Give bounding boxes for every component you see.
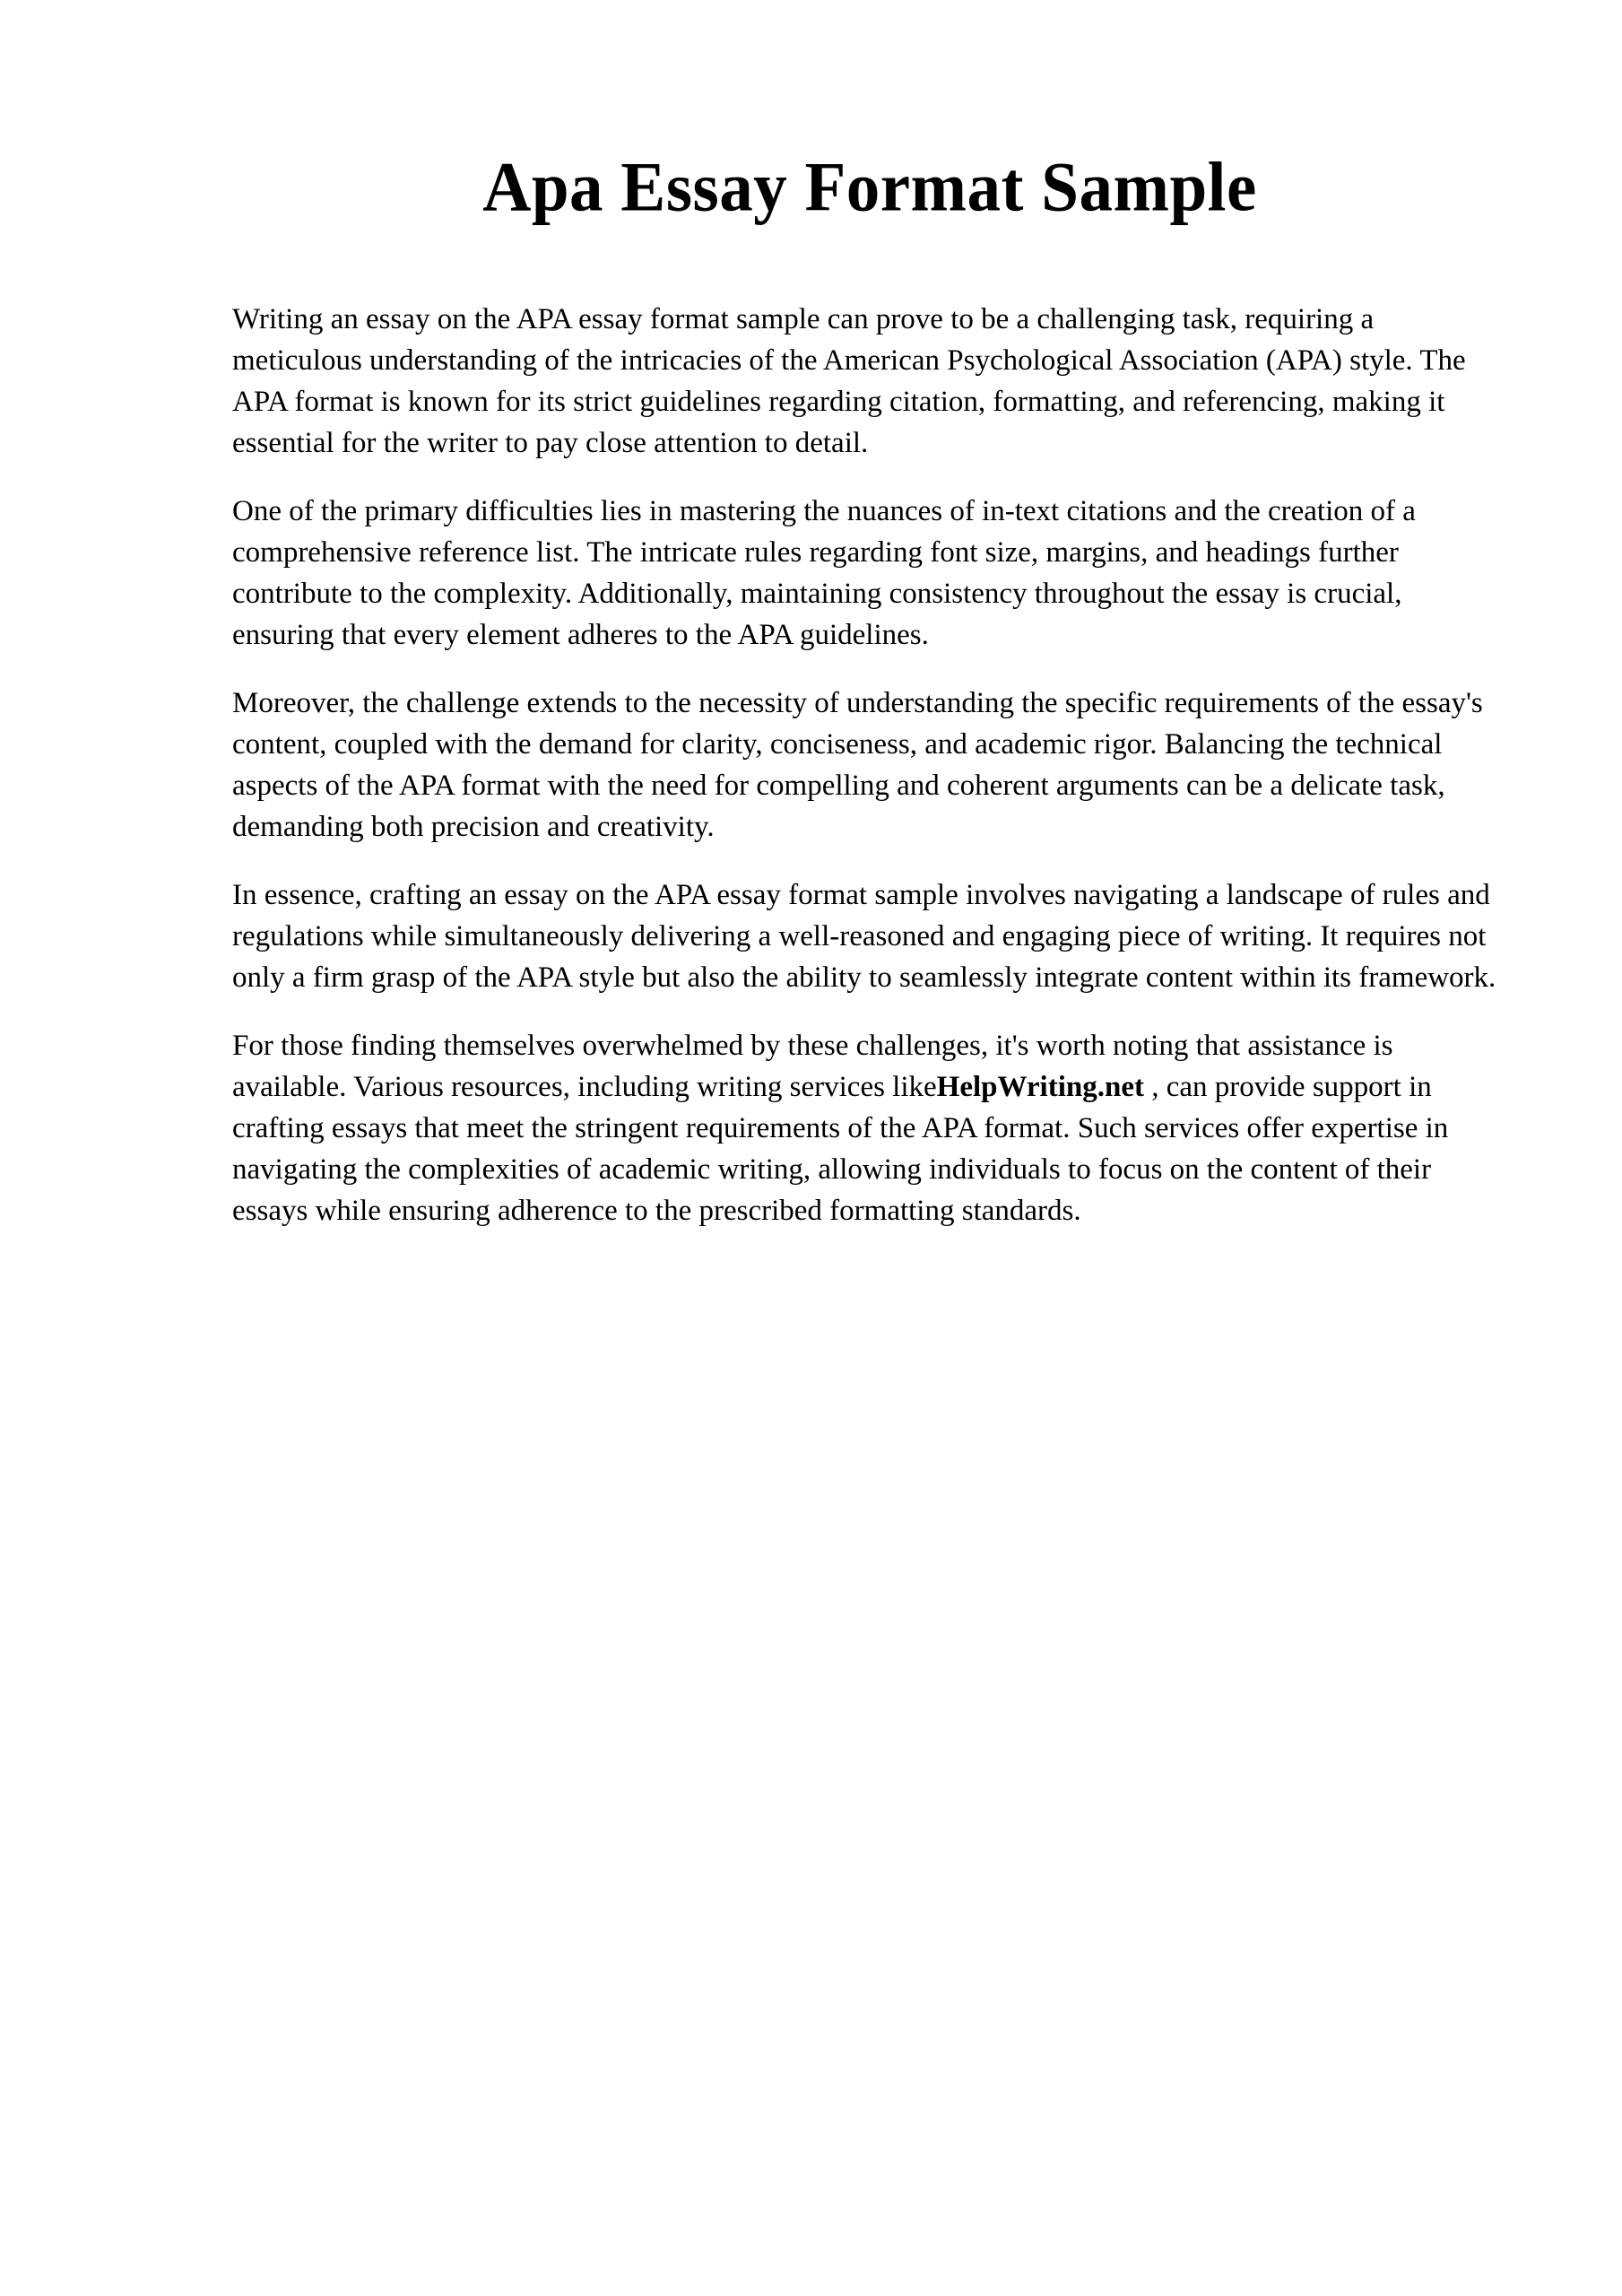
paragraph-3: Moreover, the challenge extends to the necessity of understanding the specific requirements of the essay's content, coupled with the demand for clarity, conciseness, and academic rigor. Balancing the technical aspects of the APA format with the need for compelling and coherent arguments can be a delicate task, demanding both precision and creativity. (232, 687, 1483, 843)
paragraph-1: Writing an essay on the APA essay format sample can prove to be a challenging task, requiring a meticulous understanding of the intricacies of the American Psychological Association (APA) style. The APA format is known for its strict guidelines regarding citation, formatting, and referencing, making it essential for the writer to pay close attention to detail. (232, 303, 1466, 459)
page-title: Apa Essay Format Sample (482, 148, 1257, 227)
document-page (232, 0, 1507, 1231)
paragraph-5-text-after: , can provide support in crafting essays that meet the stringent requirements of the APA format. Such services offer expertise in navigating the complexities of academic writing, allowing individuals to focus on the content of their essays while ensuring adherence to the prescribed formatting standards. (232, 1071, 1449, 1227)
paragraph-5-text-before: For those finding themselves overwhelmed by these challenges, it's worth noting that assistance is available. Various resources, including writing services like (232, 1030, 1393, 1103)
paragraph-2: One of the primary difficulties lies in mastering the nuances of in-text citations and the creation of a comprehensive reference list. The intricate rules regarding font size, margins, and headings further contribute to the complexity. Additionally, maintaining consistency throughout the essay is crucial, ensuring that every element adheres to the APA guidelines. (232, 495, 1416, 651)
paragraph-4: In essence, crafting an essay on the APA essay format sample involves navigating a landscape of rules and regulations while simultaneously delivering a well-reasoned and engaging piece of writing. It requires not only a firm grasp of the APA style but also the ability to seamlessly integrate content within its framework. (232, 879, 1496, 994)
paragraph-5 (232, 1025, 1507, 1231)
brand-name: HelpWriting.net (936, 1071, 1144, 1103)
